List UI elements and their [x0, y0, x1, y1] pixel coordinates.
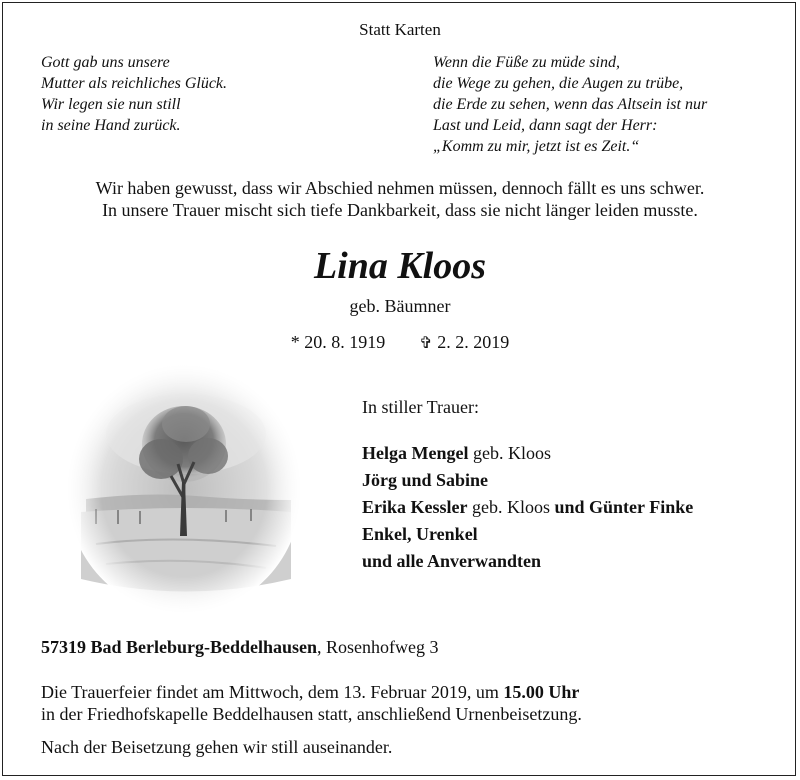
- poem-line: Wenn die Füße zu müde sind,: [433, 54, 620, 71]
- poem-line: Last und Leid, dann sagt der Herr:: [433, 117, 658, 134]
- cross-icon: ✞: [419, 335, 433, 352]
- intro-text: [0, 177, 800, 221]
- ceremony-line: Die Trauerfeier findet am Mittwoch, dem 13. Februar 2019, um 15.00 Uhr: [41, 682, 580, 702]
- maiden-name: geb. Bäumner: [349, 296, 451, 316]
- poem-line: die Wege zu gehen, die Augen zu trübe,: [433, 75, 684, 92]
- death-date: 2. 2. 2019: [437, 332, 510, 352]
- poem-left: [41, 52, 227, 136]
- mourner-line: Enkel, Urenkel: [362, 524, 478, 544]
- mourner-line: Erika Kessler geb. Kloos und Günter Finke: [362, 497, 694, 517]
- intro-line: Wir haben gewusst, dass wir Abschied nehmen müssen, dennoch fällt es uns schwer.: [95, 178, 705, 198]
- poem-right: [433, 52, 707, 157]
- mourner-line: und alle Anverwandten: [362, 551, 542, 571]
- tree-landscape-picture: [66, 364, 302, 614]
- ceremony-info: [41, 681, 582, 725]
- intro-line: In unsere Trauer mischt sich tiefe Dankbarkeit, dass sie nicht länger leiden musste.: [102, 200, 698, 220]
- deceased-name: Lina Kloos: [313, 245, 487, 287]
- poem-line: Wir legen sie nun still: [41, 96, 181, 113]
- ceremony-time: 15.00 Uhr: [503, 682, 580, 702]
- poem-line: Gott gab uns unsere: [41, 54, 170, 71]
- mourner-line: Helga Mengel geb. Kloos: [362, 443, 551, 463]
- poem-line: in seine Hand zurück.: [41, 117, 181, 134]
- header-statt-karten: Statt Karten: [359, 20, 441, 39]
- closing-text: Nach der Beisetzung gehen wir still auseinander.: [41, 737, 393, 757]
- address-place: 57319 Bad Berleburg-Beddelhausen: [41, 637, 318, 657]
- life-dates: [0, 332, 800, 353]
- address: [41, 637, 439, 658]
- mourners-list: [362, 440, 693, 575]
- poem-line: die Erde zu sehen, wenn das Altsein ist nur: [433, 96, 708, 113]
- ceremony-line: in der Friedhofskapelle Beddelhausen statt, anschließend Urnenbeisetzung.: [41, 704, 582, 724]
- birth-date: * 20. 8. 1919: [290, 332, 386, 352]
- poem-line: Mutter als reichliches Glück.: [41, 75, 228, 92]
- address-street: , Rosenhofweg 3: [317, 637, 439, 657]
- mourner-line: Jörg und Sabine: [362, 470, 489, 490]
- mourning-label: In stiller Trauer:: [362, 397, 479, 417]
- poem-line: „Komm zu mir, jetzt ist es Zeit.“: [433, 138, 640, 155]
